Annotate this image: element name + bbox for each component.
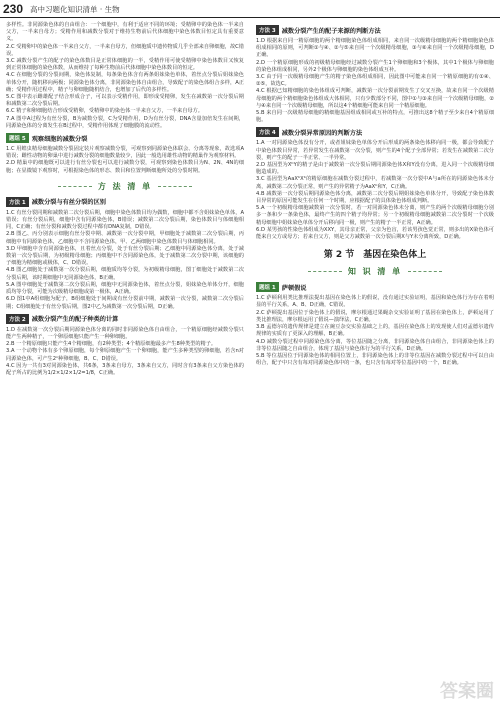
section-heading	[6, 133, 244, 143]
answer-paragraph: 6.D 图1中A组细胞为配子，B组细胞处于间期或有丝分裂前中期，减数第一次分裂，减数第二次分裂后期；C组细胞处于有丝分裂后期，图2中乙为减数第一次分裂后期，D正确。	[6, 296, 244, 310]
method-title: 减数分裂产生的配子种类的计算	[31, 316, 119, 324]
answer-paragraph: 3.A 一个动物个体有多个卵原细胞，每个卵原细胞产生一个卵细胞，能产生多种类型的卵细胞，若含n对同源染色体，可产生2ⁿ种卵细胞，B、C、D错误。	[6, 348, 244, 362]
method-title: 减数分裂产生的配子来源的判断方法	[281, 27, 381, 35]
answer-paragraph: 5.A 一个初级精母细胞减数第一次分裂时，若一对同源染色体未分离，则产生的两个次级精母细胞分别多一条和少一条染色体，最终产生的四个精子均异常；另一个初级精母细胞减数第二次分裂时一个次级精母细胞中姐妹染色单体分开后移向同一极，则产生的精子一半正常，A正确。	[256, 205, 494, 226]
page-number: 230	[3, 2, 24, 16]
method-heading	[256, 127, 494, 137]
method-heading	[6, 197, 244, 207]
answer-paragraph: 3.C 基因型为AaXᵇXᵇ的精原细胞在减数分裂过程中，若减数第一次分裂中A与a所在的同源染色体未分离，减数第二次分裂正常，则产生的异常精子为AaXᵇ和Y，C正确。	[256, 176, 494, 190]
answer-paragraph: 2.C 萨顿提出基因位于染色体上的假说，摩尔根通过果蝇杂交实验证明了基因在染色体上，萨顿运用了类比推理法，摩尔根运用了假说—演绎法，C正确。	[256, 309, 494, 323]
method-heading	[256, 25, 494, 35]
answer-paragraph: 多样性。非同源染色体的自由组合：一个细胞中，有利于适应不同的环境；受精卵中的染色体一半来自父方，一半来自母方；受精作用和减数分裂对于维持生物前后代体细胞中染色体数目恒定具有重要意义。	[6, 22, 244, 43]
method-tag: 方法 3	[256, 25, 279, 35]
method-title: 减数分裂异常原因的判断方法	[281, 129, 363, 137]
answer-paragraph: 4.C 根据已知精细胞的染色体组成可判断，减数第一次分裂前期发生了交叉互换，故来自同一个次级精母细胞的两个精细胞染色体组成大体相同，只有少数部分不同，图中①与③来自同一个次级精母细胞，②与④来自同一个次级精母细胞，所以这4个精细胞可能来自同一个精原细胞。	[256, 88, 494, 109]
section-title: 观察细胞的减数分裂	[31, 135, 88, 143]
method-heading	[6, 314, 244, 324]
answer-paragraph: 3.C 由于同一次级精母细胞产生的精子染色体组成相同，因此图中可能来自同一个精原细胞的有①④、②⑤，故选C。	[256, 74, 494, 88]
section-tag: 题组 5	[6, 133, 29, 143]
section-tag: 题组 1	[256, 282, 279, 292]
answer-paragraph: 2.B 一个精原细胞只能产生4个精细胞，有2种类型；4个精原细胞最多产生8种类型的精子。	[6, 341, 217, 348]
knowledge-list-title: 知 识 清 单	[256, 266, 494, 277]
answer-paragraph: 5.A 图中细胞处于减数第二次分裂后期，细胞中无同源染色体，着丝点分裂，姐妹染色单体分开，细胞质均等分裂，可能为次级精母细胞或第一极体，A正确。	[6, 281, 244, 296]
section-title: 萨顿假说	[281, 284, 307, 292]
answer-paragraph: 2.D 一个精原细胞形成的初级精母细胞经过减数分裂产生1个卵细胞和3个极体，其中1个极体与卵细胞的染色体组成相同，另外2个极体与卵细胞的染色体组成互补。	[256, 59, 494, 73]
answer-paragraph: 4.C 在细胞分裂的分裂间期，染色体复制，每条染色体含有两条姐妹染色单体，着丝点分裂后姐妹染色单体分开，随机移向两极；同源染色体分离，非同源染色体自由组合，导致配子的染色体组合多样，A正确；受精作用过程中，精子与卵细胞随机结合，也增加了后代的多样性。	[6, 72, 244, 93]
answer-paragraph: 4.D 减数分裂过程中同源染色体分离，等位基因随之分离，非同源染色体自由组合，非同源染色体上的非等位基因随之自由组合，体现了基因与染色体行为的平行关系，D正确。	[256, 338, 494, 352]
right-column	[256, 22, 494, 367]
method-tag: 方法 1	[6, 197, 29, 207]
answer-paragraph: 2.C 受精卵中的染色体一半来自父方，一半来自母方，但细胞质中遗传物质几乎全部来自卵细胞，故C错误。	[6, 43, 244, 57]
left-column	[6, 22, 244, 377]
chapter-title: 第 2 节 基因在染色体上	[323, 250, 427, 261]
answer-paragraph: 1.D 根据来自同一精原细胞的两个精细胞染色体组成相同，来自同一次级精母细胞的两个精细胞染色体组成相同的原则，可判断①与④、②与⑤来自同一个次级精母细胞，③与⑥来自同一个次级精母细胞，D正确。	[256, 38, 494, 59]
answer-paragraph: 7.A 图中A过程为有丝分裂，B为减数分裂，C为受精作用，D为有丝分裂，DNA含量加倍发生在间期，同源染色体的分离发生在B过程中，受精作用体现了细胞膜的流动性。	[6, 115, 244, 129]
answer-paragraph: 1.A 一对同源染色体没有分开，或者姐妹染色单体分开后形成的两条染色体移向同一极，都会导致配子中染色体数目异常，若异常发生在减数第一次分裂，则产生的4个配子全部异常；若发生在减数第二次分裂，则产生的配子一半正常、一半异常。	[256, 140, 494, 161]
answer-paragraph: 4.C 因为一共有3对同源染色体，共6条，3条来自母方，3条来自父方，同时含有3条来自父方染色体的配子所占的比例为1/2×1/2×1/2=1/8，C正确。	[6, 362, 244, 376]
answer-paragraph: 4.B 图乙细胞处于减数第一次分裂后期，细胞质均等分裂，为初级精母细胞，图丁细胞处于减数第二次分裂后期，该时期细胞中无同源染色体，B正确。	[6, 267, 244, 281]
answer-paragraph: 2.B 图乙、丙分别表示细胞有丝分裂中期、减数第一次分裂中期，甲细胞处于减数第二次分裂后期，丙细胞中有同源染色体，乙细胞中不含同源染色体，甲、乙两细胞中染色体数目与体细胞相同。	[6, 231, 244, 245]
answer-paragraph: 2.D 基因型为XᵇY的精子是由于减数第一次分裂后期同源染色体X和Y没有分离，进入同一个次级精母细胞造成的。	[256, 162, 494, 176]
answer-paragraph: 5.B 来自同一次级精母细胞的精细胞基因组成相同或互补的特点，可推出这8个精子至少来自4个精原细胞。	[256, 110, 494, 124]
answer-paragraph: 1.D 在减数第一次分裂后期同源染色体分离的同时非同源染色体自由组合，一个精原细胞经减数分裂只能产生两种精子，一个卵原细胞只能产生一种卵细胞。	[6, 326, 244, 340]
answer-paragraph: 1.C 萨顿利用类比推理法提出基因在染色体上的假说，没有通过实验证明，基因和染色体行为存在着明显的平行关系，A、B、D正确，C错误。	[256, 295, 494, 309]
answer-paragraph: 6.D 某男孩的性染色体组成为XXY，其母亲正常，父亲为色盲，若该男孩色觉正常，则多出的X染色体可能来自父方或母方；若来自父方，则是父方减数第一次分裂后期X与Y未分离所致，D正确。	[256, 226, 494, 241]
method-list-title: 方 法 清 单	[6, 181, 244, 192]
method-tag: 方法 4	[256, 127, 279, 137]
answer-paragraph: 2.D 精巢中的细胞既可以进行有丝分裂也可以进行减数分裂，可观察到染色体数目为N、2N、4N的细胞；在显微镜下观察时，可根据染色体的形态、数目和位置判断细胞所处的分裂时期。	[6, 160, 244, 174]
answer-paragraph: 5.B 等位基因位于同源染色体的相同位置上，非同源染色体上的非等位基因在减数分裂过程中可以自由组合，配子中只含有每对同源染色体中的一条，也只含有每对等位基因中的一个，B正确。	[256, 352, 494, 367]
section-heading	[256, 282, 494, 292]
answer-paragraph: 3.D 甲细胞中含有同源染色体，且着丝点分裂，处于有丝分裂后期；乙细胞中同源染色体分离，处于减数第一次分裂后期，为初级精母细胞；丙细胞中不含同源染色体，处于减数第二次分裂中期，该细胞的子细胞为精细胞或极体，C、D错误。	[6, 245, 244, 267]
watermark-logo: 答案圈	[440, 681, 494, 702]
method-title: 减数分裂与有丝分裂的区别	[31, 199, 106, 207]
answer-paragraph: 1.C 有丝分裂同期和减数第二次分裂后期，细胞中染色体数目均为偶数，细胞中都不含姐妹染色单体，A错误；有丝分裂后期，细胞中含有同源染色体，B错误；减数第二次分裂后期，染色体数目与体细胞相同，C正确；有丝分裂和减数分裂过程中都有DNA复制，D错误。	[6, 209, 244, 231]
answer-paragraph: 1.C 用蝗虫精母细胞减数分裂固定装片观察减数分裂，可观察到同源染色体联会、分离等现象，故选项A错误；雌性动物的卵巢中进行减数分裂的细胞数量较少，因此一般选用雄性动物的精巢作为观察材料。	[6, 146, 244, 160]
answer-paragraph: 3.C 减数分裂产生的配子的染色体数目是正常体细胞的一半，受精作用可使受精卵中染色体数目又恢复到正常体细胞的染色体数，从而维持了每种生物前后代体细胞中染色体数目的恒定。	[6, 58, 244, 72]
answer-paragraph: 6.C 精子和卵细胞结合形成受精卵，受精卵中的染色体一半来自父方，一半来自母方。	[6, 108, 203, 115]
page-header	[0, 0, 500, 18]
book-title: 高中习题化知识清单 · 生物	[30, 5, 120, 14]
answer-paragraph: 4.B 减数第一次分裂后期同源染色体分离，减数第二次分裂后期姐妹染色单体分开，导致配子染色体数目异常的原因可能发生在任何一个时期，应根据配子的具体染色体组成判断。	[256, 190, 494, 205]
method-tag: 方法 2	[6, 314, 29, 324]
answer-paragraph: 3.B 孟德尔的遗传规律是建立在豌豆杂交实验基础之上的，基因在染色体上的发现使人们对孟德尔遗传规律的实质有了更深入的理解，B正确。	[256, 324, 494, 338]
answer-paragraph: 5.C 图中表示雌雄配子结合形成合子，可以表示受精作用，即形成受精卵，发生在减数第一次分裂后期和减数第二次分裂后期。	[6, 94, 244, 108]
